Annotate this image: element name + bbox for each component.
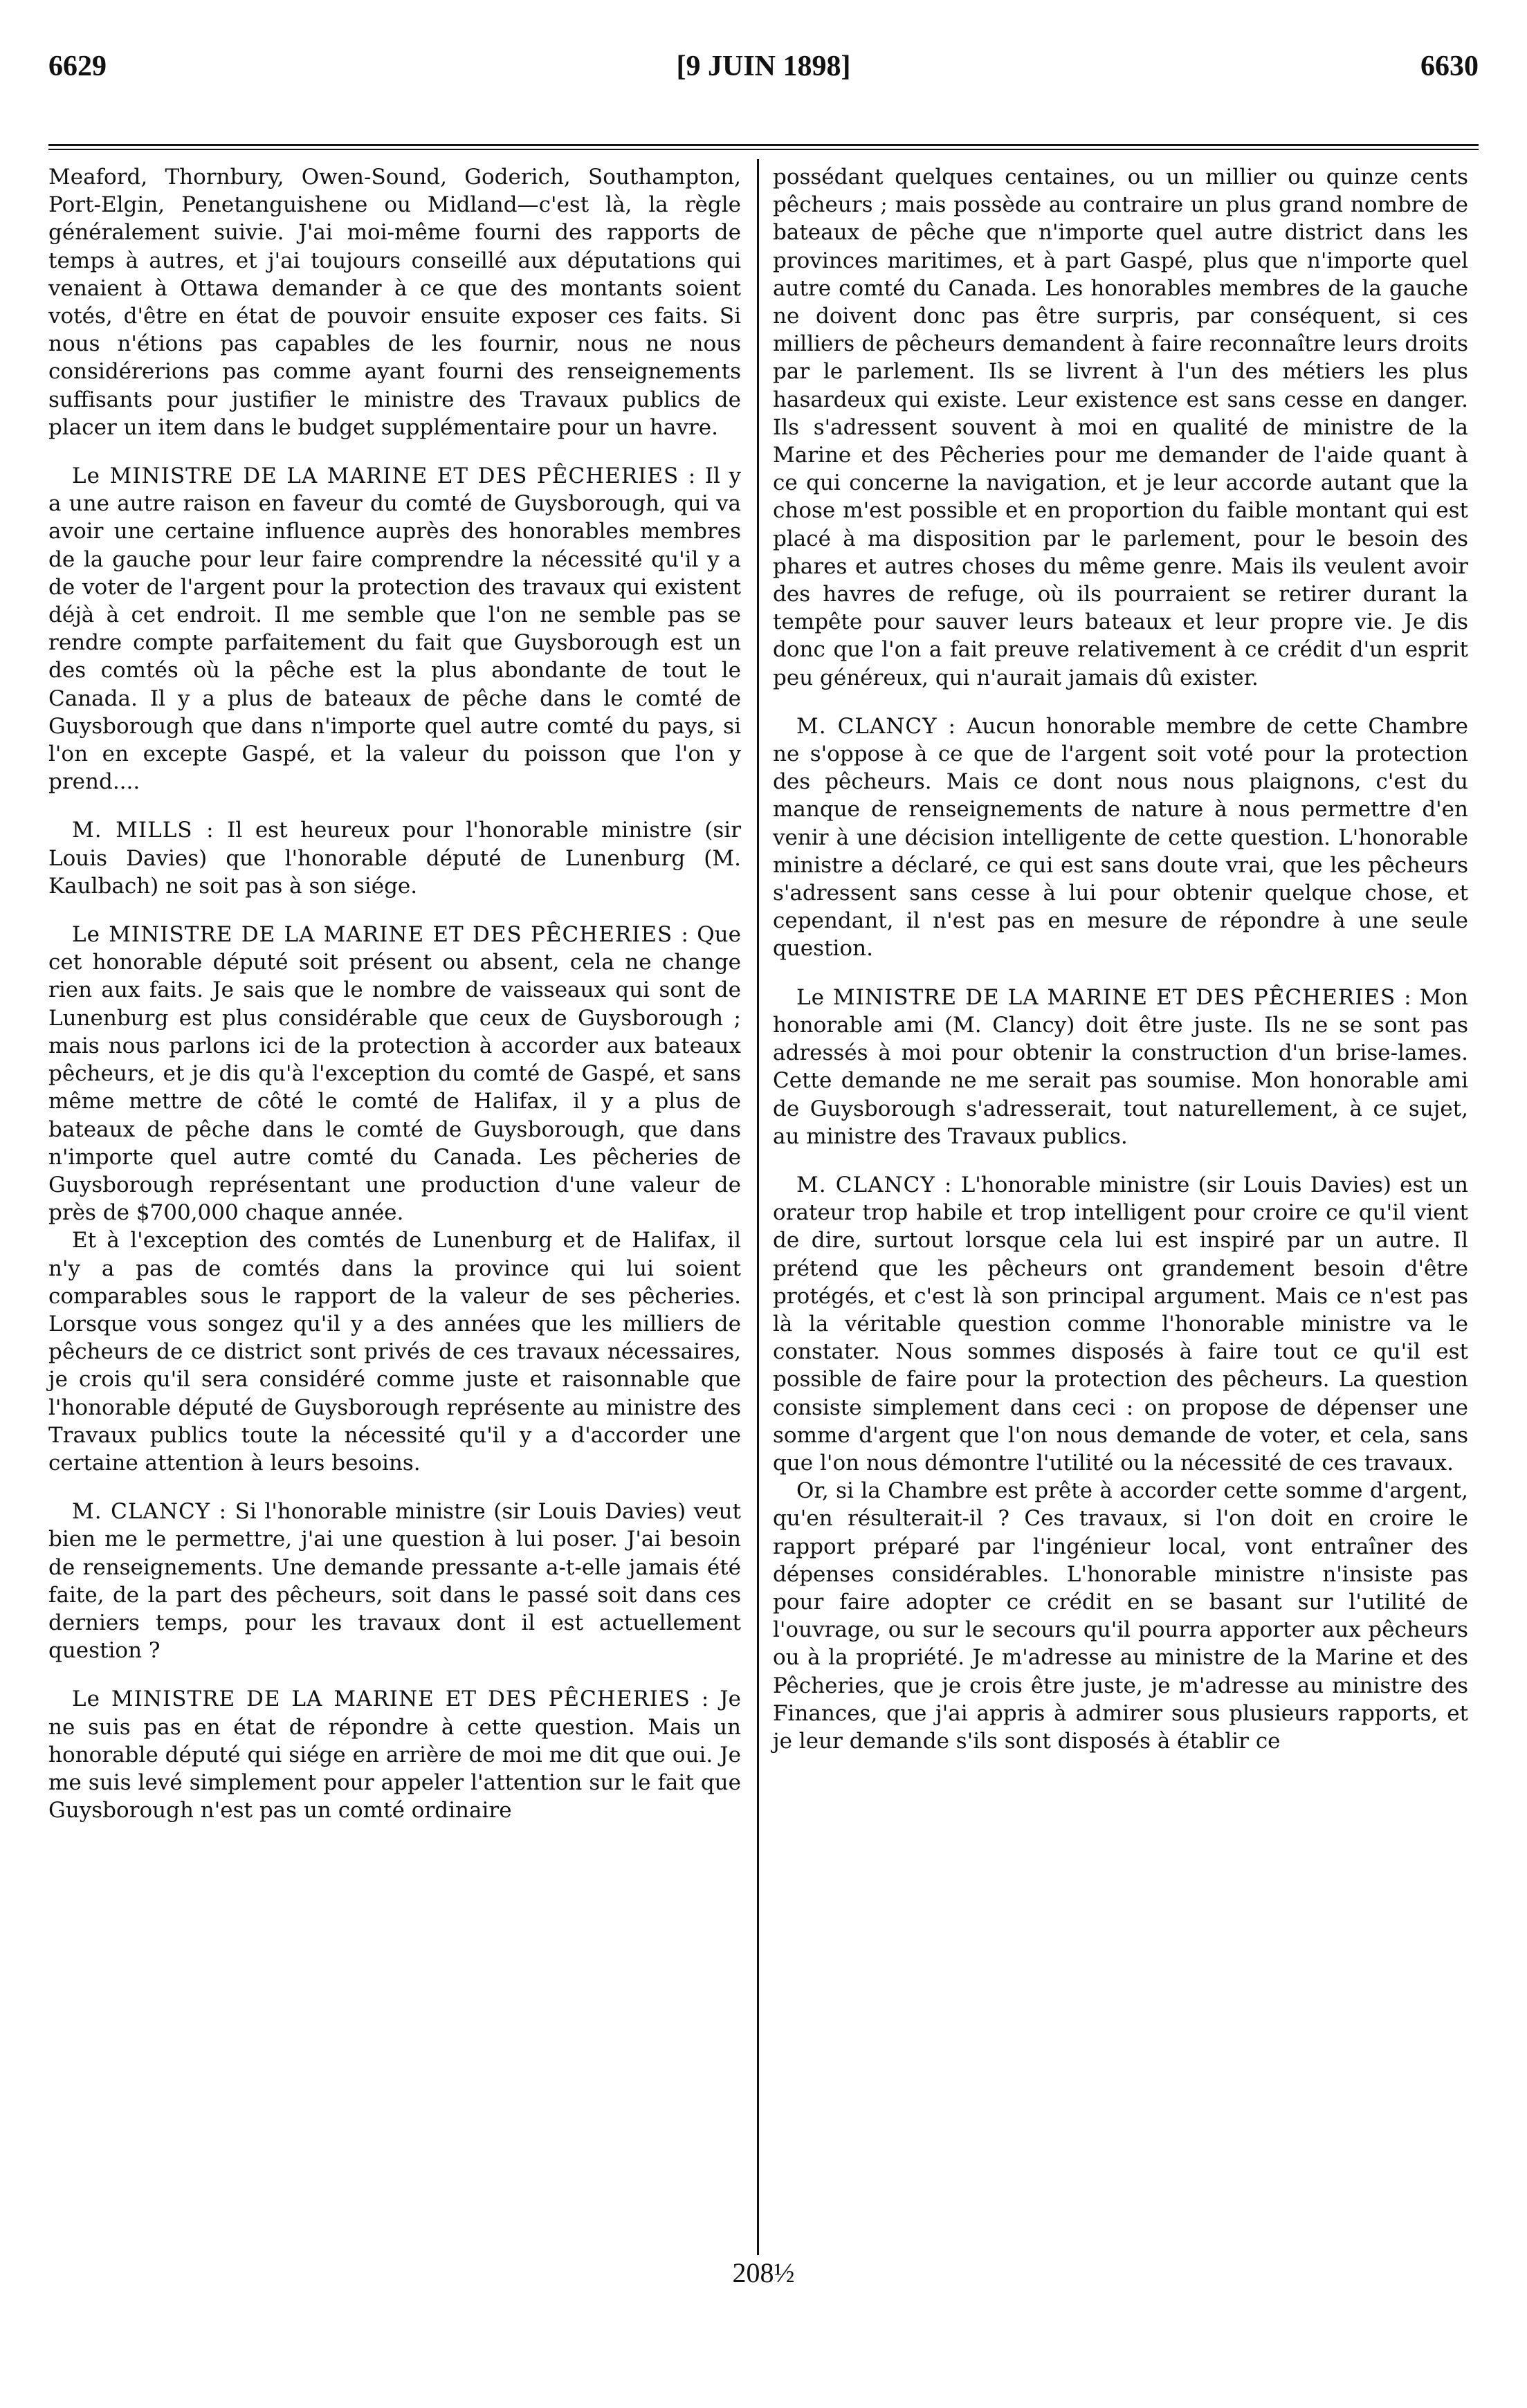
speaker-name: M. CLANCY : (796, 1172, 953, 1197)
paragraph: Meaford, Thornbury, Owen-Sound, Goderich, Southampton, Port-Elgin, Penetanguishene ou Midland—c'est là, la règle généralement suivie. J'ai moi-même fourni des rapports de temps à autres, et j'ai toujours conseillé aux députations qui venaient à Ottawa demander à ce que des montants soient votés, d'être en état de pouvoir ensuite exposer ces faits. Si nous n'étions pas capables de les fournir, nous ne nous considérerions pas comme ayant fourni des renseignements suffisants pour justifier le ministre des Travaux publics de placer un item dans le budget supplémentaire pour un havre. (48, 165, 741, 440)
page-header (48, 50, 1479, 98)
speaker-name: M. MILLS : (72, 818, 214, 843)
speaker-name: Le MINISTRE DE LA MARINE ET DES PÊCHERIES : (72, 1686, 710, 1712)
paragraph: M. CLANCY : Aucun honorable membre de cette Chambre ne s'oppose à ce que de l'argent soit voté pour la protection des pêcheurs. Mais ce dont nous nous plaignons, c'est du manque de renseignements de nature à nous permettre d'en venir à une décision intelligente de cette question. L'honorable ministre a déclaré, ce qui est sans doute vrai, que les pêcheurs s'adressent sans cesse à lui pour obtenir quelque chose, et cependant, il n'est pas en mesure de répondre à une seule question. (773, 713, 1469, 962)
paragraph: Le MINISTRE DE LA MARINE ET DES PÊCHERIES : Mon honorable ami (M. Clancy) doit être juste. Ils ne se sont pas adressés à moi pour obtenir la construction d'un brise-lames. Cette demande ne me serait pas soumise. Mon honorable ami de Guysborough s'adresserait, tout naturellement, à ce sujet, au ministre des Travaux publics. (773, 984, 1468, 1149)
speaker-name: M. CLANCY : (796, 713, 956, 739)
page-number-right: 6630 (1420, 50, 1479, 82)
header-rule (48, 144, 1479, 146)
paragraph: M. CLANCY : L'honorable ministre (sir Louis Davies) est un orateur trop habile et trop intelligent pour croire ce qu'il vient de dire, surtout lorsque cela lui est inspiré par un autre. Il prétend que les pêcheurs ont grandement besoin d'être protégés, et c'est là son principal argument. Mais ce n'est pas là la véritable question comme l'honorable ministre va le constater. Nous sommes disposés à faire tout ce qu'il est possible de faire pour la protection des pêcheurs. La question consiste simplement dans ceci : on propose de dépenser une somme d'argent que l'on nous demande de voter, et cela, sans que l'on nous démontre l'utilité ou la nécessité de ces travaux. (773, 1172, 1468, 1476)
paragraph: M. CLANCY : Si l'honorable ministre (sir Louis Davies) veut bien me le permettre, j'ai une question à lui poser. J'ai besoin de renseignements. Une demande pressante a-t-elle jamais été faite, de la part des pêcheurs, soit dans le passé soit dans ces derniers temps, pour les travaux dont il est actuellement question ? (48, 1499, 742, 1664)
paragraph: Or, si la Chambre est prête à accorder cette somme d'argent, qu'en résulterait-il ? Ces travaux, si l'on doit en croire le rapport préparé par l'ingénieur local, vont entraîner des dépenses considérables. L'honorable ministre n'insiste pas pour faire adopter ce crédit en se basant sur l'utilité de l'ouvrage, ou sur le secours qu'il pourra apporter aux pêcheurs ou à la propriété. Je m'adresse au ministre de la Marine et des Pêcheries, que je crois être juste, je m'adresse au ministre des Finances, que j'ai appris à admirer sous plusieurs rapports, et je leur demande s'ils sont disposés à établir ce (773, 1478, 1468, 1754)
paragraph: M. MILLS : Il est heureux pour l'honorable ministre (sir Louis Davies) que l'honorable député de Lunenburg (M. Kaulbach) ne soit pas à son siége. (48, 818, 742, 899)
page-number-left: 6629 (48, 50, 107, 82)
paragraph: Le MINISTRE DE LA MARINE ET DES PÊCHERIES : Que cet honorable député soit présent ou absent, cela ne change rien aux faits. Je sais que le nombre de vaisseaux qui sont de Lunenburg est plus considérable que ceux de Guysborough ; mais nous parlons ici de la protection à accorder aux bateaux pêcheurs, et je dis qu'à l'exception du comté de Gaspé, et sans même mettre de côté le comté de Halifax, il y a plus de bateaux de pêche dans le comté de Guysborough, que dans n'importe quel autre comté du Canada. Les pêcheries de Guysborough représentant une production d'une valeur de près de $700,000 chaque année. (48, 922, 741, 1226)
paragraph: possédant quelques centaines, ou un millier ou quinze cents pêcheurs ; mais possède au contraire un plus grand nombre de bateaux de pêche que n'importe quel autre district dans les provinces maritimes, et à part Gaspé, plus que n'importe quel autre comté du Canada. Les honorables membres de la gauche ne doivent donc pas être surpris, par conséquent, si ces milliers de pêcheurs demandent à faire reconnaître leurs droits par le parlement. Ils se livrent à l'un des métiers les plus hasardeux qui existe. Leur existence est sans cesse en danger. Ils s'adressent souvent à moi en qualité de ministre de la Marine et des Pêcheries pour me demander de l'aide quant à ce qui concerne la navigation, et je leur accorde autant que la chose m'est possible et en proportion du faible montant qui est placé à ma disposition par le parlement, pour le besoin des phares et autres choses du même genre. Mais ils veulent avoir des havres de refuge, où ils pourraient se retirer durant la tempête pour sauver leurs bateaux et leur propre vie. Je dis donc que l'on a fait preuve relativement à ce crédit d'un esprit peu généreux, qui n'aurait jamais dû exister. (773, 165, 1468, 690)
speaker-name: Le MINISTRE DE LA MARINE ET DES PÊCHERIES : (72, 463, 697, 489)
speaker-name: Le MINISTRE DE LA MARINE ET DES PÊCHERIES : (796, 984, 1412, 1010)
header-date: [9 JUIN 1898] (676, 50, 851, 82)
right-column (773, 163, 1468, 1755)
paragraph: Le MINISTRE DE LA MARINE ET DES PÊCHERIES : Il y a une autre raison en faveur du comté de Guysborough, qui va avoir une certaine influence auprès des honorables membres de la gauche pour leur faire comprendre la nécessité qu'il y a de voter de l'argent pour la protection des travaux qui existent déjà à cet endroit. Il me semble que l'on ne semble pas se rendre compte parfaitement du fait que Guysborough est un des comtés où la pêche est la plus abondante de tout le Canada. Il y a plus de bateaux de pêche dans le comté de Guysborough que dans n'importe quel autre comté du pays, si l'on en excepte Gaspé, et la valeur du poisson que l'on y prend.... (48, 463, 741, 795)
speaker-name: Le MINISTRE DE LA MARINE ET DES PÊCHERIES : (72, 922, 689, 948)
signature-mark: 208½ (732, 2257, 795, 2288)
paragraph: Le MINISTRE DE LA MARINE ET DES PÊCHERIES : Je ne suis pas en état de répondre à cette question. Mais un honorable député qui siége en arrière de moi me dit que oui. Je me suis levé simplement pour appeler l'attention sur le fait que Guysborough n'est pas un comté ordinaire (48, 1686, 742, 1823)
speaker-name: M. CLANCY : (72, 1499, 228, 1525)
header-rule-thin (48, 149, 1479, 150)
left-column (48, 163, 741, 1824)
column-divider (757, 159, 759, 2255)
paragraph: Et à l'exception des comtés de Lunenburg et de Halifax, il n'y a pas de comtés dans la province qui lui soient comparables sous le rapport de la valeur de ses pêcheries. Lorsque vous songez qu'il y a des années que les milliers de pêcheurs de ce district sont privés de ces travaux nécessaires, je crois qu'il sera considéré comme juste et raisonnable que l'honorable député de Guysborough représente au ministre des Travaux publics toute la nécessité qu'il y a d'accorder une certaine attention à leurs besoins. (48, 1228, 741, 1476)
